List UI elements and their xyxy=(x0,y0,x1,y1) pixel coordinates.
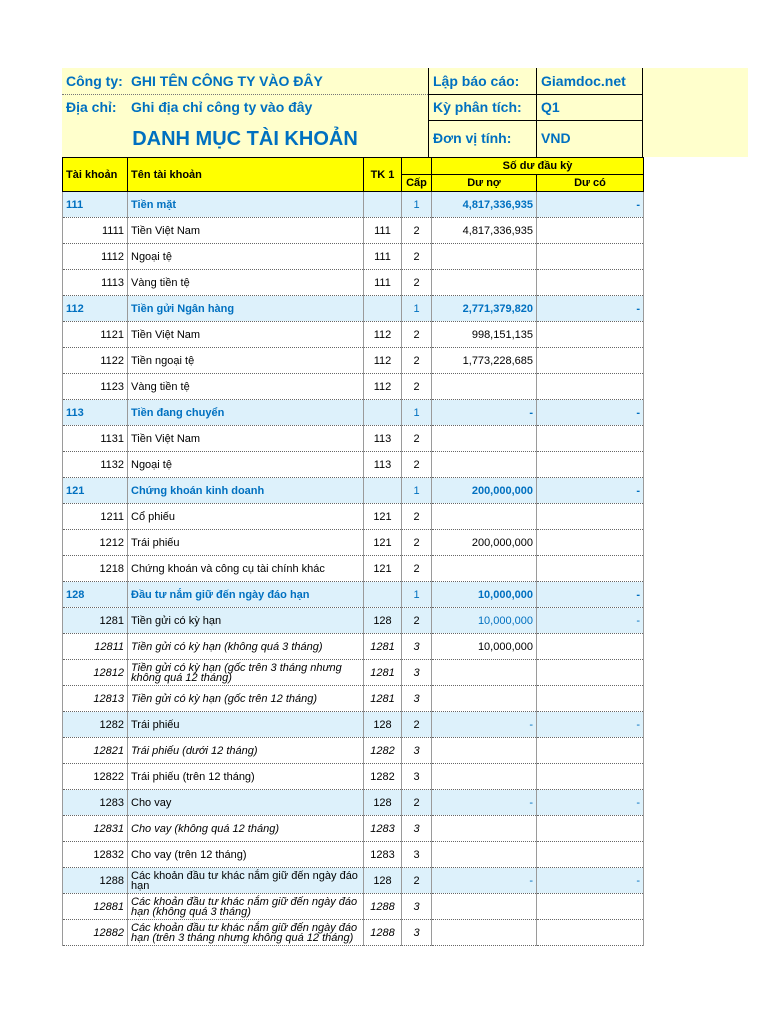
account-code: 12881 xyxy=(63,894,128,920)
debit-balance: - xyxy=(432,400,537,426)
col-level: Cấp xyxy=(402,175,432,192)
debit-balance xyxy=(432,426,537,452)
table-row xyxy=(63,920,644,946)
address-label: Địa chỉ: xyxy=(66,99,117,115)
parent-account: 112 xyxy=(364,374,402,400)
debit-balance xyxy=(432,660,537,686)
debit-balance: 200,000,000 xyxy=(432,478,537,504)
table-row xyxy=(63,244,644,270)
debit-balance xyxy=(432,452,537,478)
credit-balance: - xyxy=(537,192,644,218)
debit-balance: 4,817,336,935 xyxy=(432,218,537,244)
account-code: 12811 xyxy=(63,634,128,660)
debit-balance: 2,771,379,820 xyxy=(432,296,537,322)
table-row xyxy=(63,816,644,842)
account-level: 2 xyxy=(402,608,432,634)
account-name: Các khoản đầu tư khác nắm giữ đến ngày đáo hạn (không quá 3 tháng) xyxy=(128,894,364,920)
table-row xyxy=(63,426,644,452)
debit-balance xyxy=(432,270,537,296)
account-code: 12831 xyxy=(63,816,128,842)
table-row xyxy=(63,348,644,374)
table-row xyxy=(63,842,644,868)
account-level: 3 xyxy=(402,842,432,868)
account-level: 3 xyxy=(402,738,432,764)
account-level: 2 xyxy=(402,868,432,894)
col-level-top xyxy=(402,158,432,175)
credit-balance xyxy=(537,920,644,946)
account-code: 112 xyxy=(63,296,128,322)
account-name: Tiền Việt Nam xyxy=(128,426,364,452)
credit-balance: - xyxy=(537,582,644,608)
debit-balance: 10,000,000 xyxy=(432,608,537,634)
parent-account: 128 xyxy=(364,712,402,738)
credit-balance: - xyxy=(537,790,644,816)
credit-balance xyxy=(537,374,644,400)
debit-balance xyxy=(432,816,537,842)
header-divider xyxy=(642,68,643,157)
credit-balance xyxy=(537,816,644,842)
parent-account: 112 xyxy=(364,322,402,348)
account-level: 2 xyxy=(402,712,432,738)
debit-balance xyxy=(432,842,537,868)
parent-account: 1281 xyxy=(364,634,402,660)
parent-account: 128 xyxy=(364,608,402,634)
credit-balance: - xyxy=(537,400,644,426)
period-value: Q1 xyxy=(541,99,560,115)
parent-account: 113 xyxy=(364,452,402,478)
account-code: 12832 xyxy=(63,842,128,868)
header-divider xyxy=(428,68,429,157)
account-level: 2 xyxy=(402,244,432,270)
table-row xyxy=(63,504,644,530)
table-row xyxy=(63,582,644,608)
account-level: 2 xyxy=(402,270,432,296)
table-row xyxy=(63,608,644,634)
account-name: Các khoản đầu tư khác nắm giữ đến ngày đáo hạn (trên 3 tháng nhưng không quá 12 tháng) xyxy=(128,920,364,946)
table-row xyxy=(63,634,644,660)
table-row xyxy=(63,894,644,920)
parent-account: 111 xyxy=(364,270,402,296)
parent-account: 1283 xyxy=(364,816,402,842)
col-opening: Số dư đầu kỳ xyxy=(432,158,644,175)
credit-balance xyxy=(537,764,644,790)
account-code: 1132 xyxy=(63,452,128,478)
account-level: 2 xyxy=(402,374,432,400)
period-label: Kỳ phân tích: xyxy=(433,99,522,115)
account-level: 3 xyxy=(402,920,432,946)
credit-balance xyxy=(537,244,644,270)
account-name: Trái phiếu (trên 12 tháng) xyxy=(128,764,364,790)
account-level: 3 xyxy=(402,634,432,660)
account-code: 1211 xyxy=(63,504,128,530)
credit-balance xyxy=(537,452,644,478)
col-name: Tên tài khoản xyxy=(128,158,364,192)
debit-balance xyxy=(432,764,537,790)
debit-balance: 10,000,000 xyxy=(432,582,537,608)
table-row xyxy=(63,218,644,244)
parent-account xyxy=(364,582,402,608)
account-name: Tiền mặt xyxy=(128,192,364,218)
account-code: 1131 xyxy=(63,426,128,452)
account-name: Vàng tiền tệ xyxy=(128,270,364,296)
account-level: 2 xyxy=(402,530,432,556)
table-row xyxy=(63,790,644,816)
table-row xyxy=(63,660,644,686)
credit-balance xyxy=(537,530,644,556)
parent-account: 128 xyxy=(364,790,402,816)
account-code: 111 xyxy=(63,192,128,218)
account-name: Tiền Việt Nam xyxy=(128,218,364,244)
table-row xyxy=(63,192,644,218)
table-row xyxy=(63,322,644,348)
debit-balance xyxy=(432,556,537,582)
account-code: 12882 xyxy=(63,920,128,946)
parent-account: 1281 xyxy=(364,686,402,712)
account-name: Cho vay (không quá 12 tháng) xyxy=(128,816,364,842)
report-value: Giamdoc.net xyxy=(541,73,626,89)
account-code: 1212 xyxy=(63,530,128,556)
account-level: 2 xyxy=(402,426,432,452)
table-row xyxy=(63,712,644,738)
account-code: 12812 xyxy=(63,660,128,686)
account-name: Ngoại tệ xyxy=(128,244,364,270)
address-value: Ghi địa chỉ công ty vào đây xyxy=(131,99,313,115)
unit-value: VND xyxy=(541,130,571,146)
table-row xyxy=(63,738,644,764)
credit-balance: - xyxy=(537,296,644,322)
credit-balance xyxy=(537,426,644,452)
account-name: Trái phiếu xyxy=(128,712,364,738)
parent-account: 1281 xyxy=(364,660,402,686)
account-name: Trái phiếu (dưới 12 tháng) xyxy=(128,738,364,764)
credit-balance: - xyxy=(537,868,644,894)
page-title: DANH MỤC TÀI KHOẢN xyxy=(132,128,358,150)
account-code: 1113 xyxy=(63,270,128,296)
parent-account xyxy=(364,478,402,504)
debit-balance: - xyxy=(432,868,537,894)
table-row xyxy=(63,556,644,582)
debit-balance: - xyxy=(432,712,537,738)
company-value: GHI TÊN CÔNG TY VÀO ĐÂY xyxy=(131,73,323,89)
col-credit: Dư có xyxy=(537,175,644,192)
account-level: 1 xyxy=(402,582,432,608)
header-divider xyxy=(428,94,643,95)
credit-balance: - xyxy=(537,608,644,634)
credit-balance xyxy=(537,270,644,296)
debit-balance xyxy=(432,894,537,920)
account-name: Các khoản đầu tư khác nắm giữ đến ngày đáo hạn xyxy=(128,868,364,894)
parent-account: 128 xyxy=(364,868,402,894)
table-row xyxy=(63,400,644,426)
account-code: 1282 xyxy=(63,712,128,738)
account-level: 2 xyxy=(402,218,432,244)
parent-account: 111 xyxy=(364,218,402,244)
account-name: Vàng tiền tệ xyxy=(128,374,364,400)
account-level: 2 xyxy=(402,348,432,374)
account-code: 1288 xyxy=(63,868,128,894)
debit-balance: 4,817,336,935 xyxy=(432,192,537,218)
credit-balance xyxy=(537,218,644,244)
account-name: Cổ phiếu xyxy=(128,504,364,530)
table-row xyxy=(63,452,644,478)
parent-account: 1288 xyxy=(364,894,402,920)
credit-balance xyxy=(537,504,644,530)
header-divider xyxy=(428,120,643,121)
account-rows xyxy=(63,192,644,946)
credit-balance xyxy=(537,842,644,868)
parent-account: 1288 xyxy=(364,920,402,946)
debit-balance: 10,000,000 xyxy=(432,634,537,660)
account-level: 2 xyxy=(402,322,432,348)
header-divider xyxy=(62,94,428,95)
table-row xyxy=(63,868,644,894)
account-name: Tiền đang chuyển xyxy=(128,400,364,426)
account-code: 1121 xyxy=(63,322,128,348)
account-name: Tiền ngoại tệ xyxy=(128,348,364,374)
table-row xyxy=(63,374,644,400)
parent-account xyxy=(364,400,402,426)
account-level: 3 xyxy=(402,660,432,686)
debit-balance xyxy=(432,920,537,946)
account-level: 1 xyxy=(402,296,432,322)
account-code: 1218 xyxy=(63,556,128,582)
account-code: 1122 xyxy=(63,348,128,374)
company-label: Công ty: xyxy=(66,73,123,89)
report-label: Lập báo cáo: xyxy=(433,73,520,89)
account-name: Tiền Việt Nam xyxy=(128,322,364,348)
credit-balance: - xyxy=(537,478,644,504)
parent-account: 111 xyxy=(364,244,402,270)
account-code: 1281 xyxy=(63,608,128,634)
debit-balance xyxy=(432,686,537,712)
account-level: 3 xyxy=(402,816,432,842)
debit-balance: 1,773,228,685 xyxy=(432,348,537,374)
parent-account: 1282 xyxy=(364,738,402,764)
header-divider xyxy=(536,68,537,157)
col-tk1: TK 1 xyxy=(364,158,402,192)
account-level: 3 xyxy=(402,764,432,790)
table-row xyxy=(63,296,644,322)
account-name: Cho vay (trên 12 tháng) xyxy=(128,842,364,868)
debit-balance xyxy=(432,244,537,270)
account-code: 128 xyxy=(63,582,128,608)
account-name: Tiền gửi có kỳ hạn (không quá 3 tháng) xyxy=(128,634,364,660)
col-debit: Dư nợ xyxy=(432,175,537,192)
account-level: 2 xyxy=(402,504,432,530)
parent-account: 1283 xyxy=(364,842,402,868)
account-level: 2 xyxy=(402,790,432,816)
account-code: 12813 xyxy=(63,686,128,712)
table-row xyxy=(63,686,644,712)
credit-balance xyxy=(537,634,644,660)
debit-balance xyxy=(432,504,537,530)
account-name: Đầu tư nắm giữ đến ngày đáo hạn xyxy=(128,582,364,608)
account-code: 1283 xyxy=(63,790,128,816)
account-code: 113 xyxy=(63,400,128,426)
parent-account: 1282 xyxy=(364,764,402,790)
debit-balance: 998,151,135 xyxy=(432,322,537,348)
account-name: Tiền gửi có kỳ hạn xyxy=(128,608,364,634)
parent-account xyxy=(364,192,402,218)
credit-balance xyxy=(537,660,644,686)
debit-balance: 200,000,000 xyxy=(432,530,537,556)
account-code: 1111 xyxy=(63,218,128,244)
account-level: 1 xyxy=(402,400,432,426)
credit-balance: - xyxy=(537,712,644,738)
table-row xyxy=(63,270,644,296)
parent-account: 113 xyxy=(364,426,402,452)
account-code: 1123 xyxy=(63,374,128,400)
account-table xyxy=(62,157,644,946)
unit-label: Đơn vị tính: xyxy=(433,130,512,146)
account-name: Cho vay xyxy=(128,790,364,816)
account-name: Ngoại tệ xyxy=(128,452,364,478)
table-row xyxy=(63,530,644,556)
credit-balance xyxy=(537,738,644,764)
account-code: 121 xyxy=(63,478,128,504)
account-level: 2 xyxy=(402,556,432,582)
debit-balance xyxy=(432,374,537,400)
account-name: Tiền gửi Ngân hàng xyxy=(128,296,364,322)
parent-account xyxy=(364,296,402,322)
credit-balance xyxy=(537,322,644,348)
account-level: 3 xyxy=(402,686,432,712)
account-code: 12822 xyxy=(63,764,128,790)
col-account: Tài khoản xyxy=(63,158,128,192)
table-row xyxy=(63,478,644,504)
account-level: 3 xyxy=(402,894,432,920)
account-level: 1 xyxy=(402,478,432,504)
account-code: 1112 xyxy=(63,244,128,270)
table-row xyxy=(63,764,644,790)
parent-account: 112 xyxy=(364,348,402,374)
credit-balance xyxy=(537,556,644,582)
debit-balance xyxy=(432,738,537,764)
account-name: Tiền gửi có kỳ hạn (gốc trên 3 tháng nhưng không quá 12 tháng) xyxy=(128,660,364,686)
account-code: 12821 xyxy=(63,738,128,764)
credit-balance xyxy=(537,894,644,920)
parent-account: 121 xyxy=(364,556,402,582)
debit-balance: - xyxy=(432,790,537,816)
account-level: 1 xyxy=(402,192,432,218)
parent-account: 121 xyxy=(364,504,402,530)
account-name: Chứng khoán và công cụ tài chính khác xyxy=(128,556,364,582)
parent-account: 121 xyxy=(364,530,402,556)
account-name: Tiền gửi có kỳ hạn (gốc trên 12 tháng) xyxy=(128,686,364,712)
account-level: 2 xyxy=(402,452,432,478)
credit-balance xyxy=(537,348,644,374)
account-name: Chứng khoán kinh doanh xyxy=(128,478,364,504)
account-name: Trái phiếu xyxy=(128,530,364,556)
credit-balance xyxy=(537,686,644,712)
